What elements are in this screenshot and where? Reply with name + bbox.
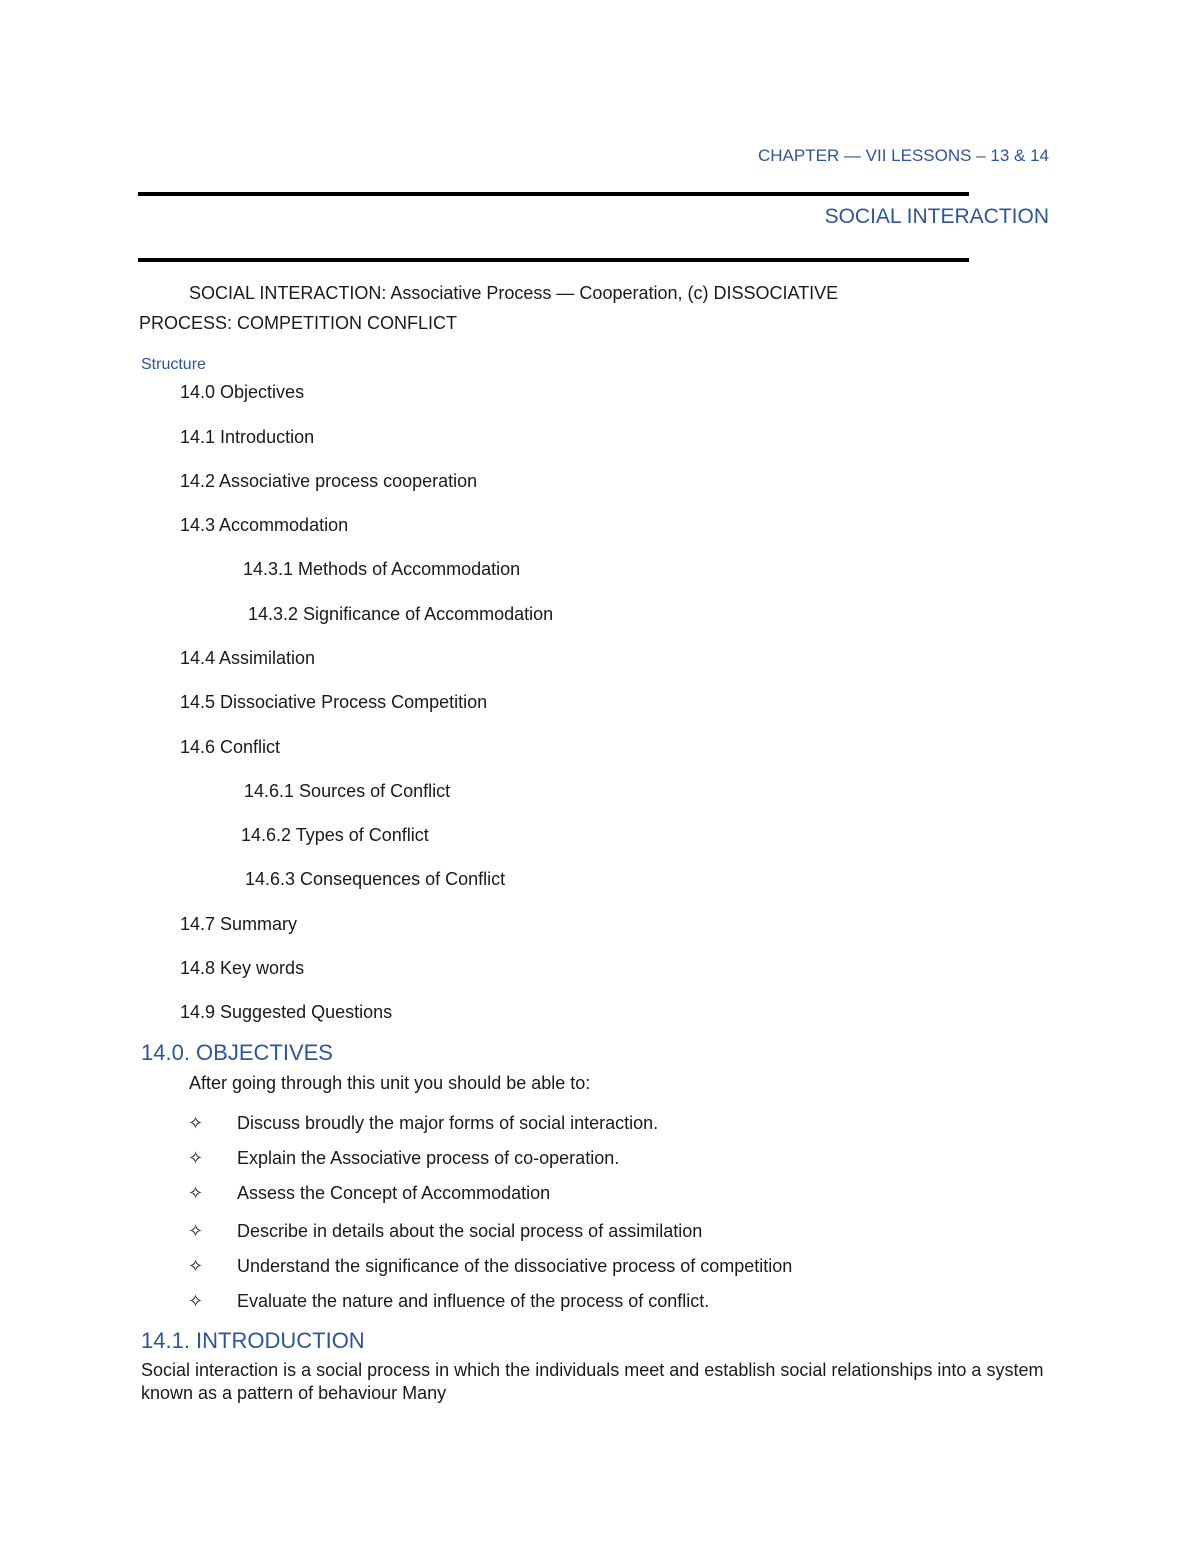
objectives-lead: After going through this unit you should be able to: (189, 1073, 591, 1093)
introduction-paragraph: Social interaction is a social process in which the individuals meet and establish social relationships into a system known as a pattern of behaviour Many (141, 1360, 1044, 1403)
toc-item: 14.1 Introduction (180, 427, 315, 447)
toc-item: 14.0 Objectives (180, 382, 305, 402)
objective-text: Assess the Concept of Accommodation (237, 1183, 551, 1203)
objective-item (0, 1256, 1200, 1280)
toc-item: 14.5 Dissociative Process Competition (180, 692, 488, 712)
objective-text: Discuss broudly the major forms of social interaction. (237, 1113, 659, 1133)
toc-subitem: 14.6.2 Types of Conflict (241, 825, 429, 845)
objective-text: Understand the significance of the dissociative process of competition (237, 1256, 793, 1276)
structure-label: Structure (141, 356, 206, 373)
objective-item (0, 1221, 1200, 1245)
toc-subitem: 14.3.2 Significance of Accommodation (248, 604, 554, 624)
objective-text: Explain the Associative process of co-operation. (237, 1148, 620, 1168)
toc-item: 14.3 Accommodation (180, 515, 349, 535)
toc-item: 14.7 Summary (180, 914, 298, 934)
bullet-star-icon: ✧ (188, 1148, 204, 1168)
chapter-header: CHAPTER — VII LESSONS – 13 & 14 (757, 146, 1049, 165)
bullet-star-icon: ✧ (188, 1291, 204, 1311)
toc-subitem: 14.6.3 Consequences of Conflict (245, 869, 506, 889)
objective-text: Evaluate the nature and influence of the process of conflict. (237, 1291, 710, 1311)
objective-text: Describe in details about the social process of assimilation (237, 1221, 703, 1241)
section-title: SOCIAL INTERACTION (824, 205, 1049, 228)
objective-item (0, 1148, 1200, 1172)
bullet-star-icon: ✧ (188, 1221, 204, 1241)
bullet-star-icon: ✧ (188, 1113, 204, 1133)
toc-item: 14.4 Assimilation (180, 648, 316, 668)
toc-subitem: 14.3.1 Methods of Accommodation (243, 559, 521, 579)
subtitle-line-2: PROCESS: COMPETITION CONFLICT (139, 313, 458, 333)
subtitle-line-1: SOCIAL INTERACTION: Associative Process — Cooperation, (c) DISSOCIATIVE (189, 283, 839, 303)
toc-item: 14.6 Conflict (180, 737, 281, 757)
objective-item (0, 1291, 1200, 1315)
objectives-heading: 14.0. OBJECTIVES (141, 1040, 333, 1065)
objective-item (0, 1183, 1200, 1207)
toc-item: 14.2 Associative process cooperation (180, 471, 478, 491)
toc-subitem: 14.6.1 Sources of Conflict (244, 781, 451, 801)
toc-item: 14.9 Suggested Questions (180, 1002, 393, 1022)
bullet-star-icon: ✧ (188, 1256, 204, 1276)
bullet-star-icon: ✧ (188, 1183, 204, 1203)
toc-item: 14.8 Key words (180, 958, 305, 978)
top-rule (138, 192, 969, 196)
bottom-rule (138, 258, 969, 262)
objective-item (0, 1113, 1200, 1137)
introduction-heading: 14.1. INTRODUCTION (141, 1328, 365, 1353)
